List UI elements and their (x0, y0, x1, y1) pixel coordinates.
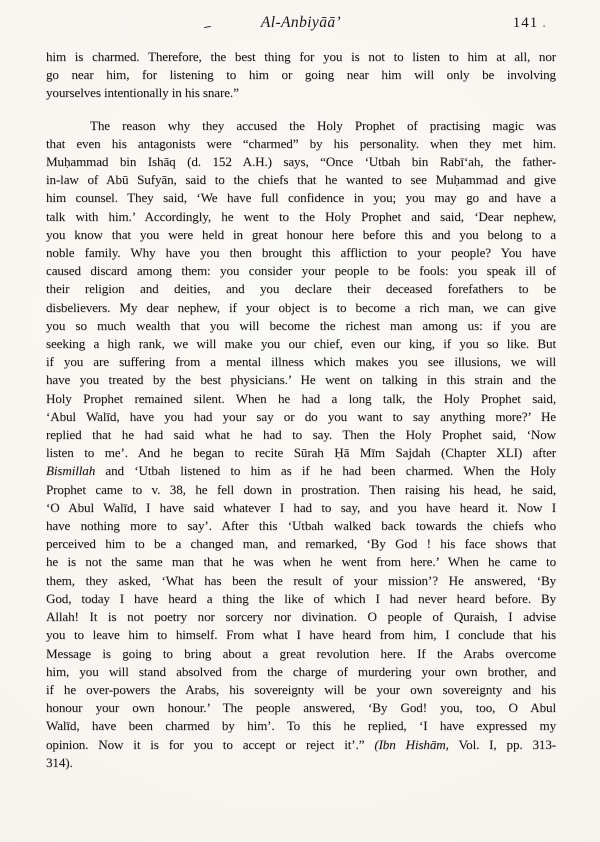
text-segment: yourselves intentionally in his snare.” (46, 85, 239, 101)
text-line (46, 171, 556, 189)
text-segment: Allah! It is not poetry nor sorcery nor divination. O people of Quraish, I advise (46, 609, 556, 625)
text-segment: you know that you were held in great honour here before this and you belong to a (46, 226, 556, 242)
text-line (46, 699, 556, 717)
text-block (46, 48, 556, 772)
chapter-title: Al-Anbiyāā’ (260, 14, 342, 31)
text-line (46, 736, 556, 754)
text-line (46, 681, 556, 699)
text-line (46, 426, 556, 444)
text-line (46, 717, 556, 735)
text-segment: The reason why they accused the Holy Prophet of practising magic was (90, 117, 556, 133)
paragraph (46, 48, 556, 103)
text-segment: honour your own honour.’ The people answered, ‘By God! you, too, O Abul (46, 700, 556, 716)
text-line (46, 135, 556, 153)
text-segment: their religion and deities, and you declare their deceased forefathers to be (46, 281, 556, 297)
text-line (46, 371, 556, 389)
text-segment: him counsel. They said, ‘We have full confidence in you; you may go and have a (46, 190, 556, 206)
text-segment: in-law of Abū Sufyān, said to the chiefs that he wanted to see Muḥammad and give (46, 172, 556, 188)
italic-text-segment: Bismillah (46, 463, 96, 479)
text-line (46, 280, 556, 298)
text-segment: you so much wealth that you will become the richest man among us: if you are (46, 317, 556, 333)
text-line (46, 262, 556, 280)
text-line (46, 84, 556, 102)
text-line (46, 535, 556, 553)
text-line (46, 226, 556, 244)
text-segment: noble family. Why have you then brought this affliction to your people? You have (46, 245, 556, 261)
text-segment: opinion. Now it is for you to accept or reject it’.” (46, 736, 375, 752)
text-segment: and ‘Utbah listened to him as if he had been charmed. When the Holy (95, 463, 556, 479)
text-segment: Message is going to bring about a great revolution here. If the Arabs overcome (46, 645, 556, 661)
text-segment: caused discard among them: you consider your people to be fools: you speak ill of (46, 263, 556, 279)
italic-text-segment: (Ibn Hishām, (374, 736, 449, 752)
text-line (46, 408, 556, 426)
text-line (46, 462, 556, 480)
text-line (46, 353, 556, 371)
scan-artifact-mark: – (202, 17, 212, 34)
text-line (46, 335, 556, 353)
text-line (46, 48, 556, 66)
text-line (46, 645, 556, 663)
text-line (46, 153, 556, 171)
text-line (46, 244, 556, 262)
text-segment: if you are suffering from a mental illness which makes you see illusions, we will (46, 354, 556, 370)
text-segment: have you treated by the best physicians.’ He went on talking in this strain and the (46, 372, 556, 388)
text-line (46, 481, 556, 499)
text-line (46, 553, 556, 571)
page-number-value: 141 (512, 15, 539, 31)
text-line (46, 572, 556, 590)
page-number (513, 15, 546, 32)
text-segment: Walīd, have been charmed by him’. To this he replied, ‘I have expressed my (46, 718, 556, 734)
text-segment: them, they asked, ‘What has been the result of your mission’? He answered, ‘By (46, 572, 556, 588)
page-header (46, 14, 556, 38)
text-segment: listen to me’. And he began to recite Sūrah Ḥā Mīm Sajdah (Chapter XLI) after (46, 445, 556, 461)
text-line (46, 444, 556, 462)
text-segment: him, you will stand absolved from the charge of murdering your own brother, and (46, 663, 556, 679)
text-segment: replied that he had said what he had to say. Then the Holy Prophet said, ‘Now (46, 427, 556, 443)
paragraph (46, 117, 556, 772)
text-segment: Holy Prophet remained silent. When he had a long talk, the Holy Prophet said, (46, 390, 556, 406)
text-segment: Vol. I, pp. 313- (448, 736, 556, 752)
text-segment: Muḥammad bin Ishāq (d. 152 A.H.) says, “Once ‘Utbah bin Rabī‘ah, the father- (46, 154, 556, 170)
text-line (46, 317, 556, 335)
text-segment: perceived him to be a changed man, and remarked, ‘By God ! his face shows that (46, 536, 556, 552)
text-segment: he is not the same man that he was when he went from here.’ When he came to (46, 554, 556, 570)
text-line (46, 189, 556, 207)
text-line (46, 754, 556, 772)
text-segment: have nothing more to say’. After this ‘Utbah walked back towards the chiefs who (46, 518, 556, 534)
text-segment: him is charmed. Therefore, the best thing for you is not to listen to him at all, nor (46, 49, 556, 64)
text-line (46, 590, 556, 608)
text-segment: disbelievers. My dear nephew, if your object is to become a rich man, we can give (46, 299, 556, 315)
text-line (46, 499, 556, 517)
text-segment: you to leave him to himself. From what I have heard from him, I conclude that his (46, 627, 556, 643)
text-segment: ‘Abul Walīd, have you had your say or do you want to say anything more?’ He (46, 408, 556, 424)
text-line (46, 608, 556, 626)
text-segment: Prophet came to v. 38, he fell down in prostration. Then raising his head, he said, (46, 481, 556, 497)
text-line (46, 299, 556, 317)
text-segment: 314). (46, 754, 73, 770)
text-line (46, 208, 556, 226)
text-segment: talk with him.’ Accordingly, he went to the Holy Prophet and said, ‘Dear nephew, (46, 208, 556, 224)
text-line (46, 626, 556, 644)
text-line (46, 390, 556, 408)
text-segment: that even his antagonists were “charmed” by his personality. when they met him. (46, 135, 556, 151)
text-line (46, 117, 556, 135)
text-line (46, 66, 556, 84)
text-segment: seeking a high rank, we will make you our chief, even our king, if you so like. But (46, 336, 556, 352)
text-segment: God, today I have heard a thing the like of which I had never heard before. By (46, 590, 556, 606)
text-line (46, 517, 556, 535)
text-line (46, 663, 556, 681)
text-segment: go near him, for listening to him or going near him will only be involving (46, 67, 556, 83)
text-segment: ‘O Abul Walīd, I have said whatever I had to say, and you have heard it. Now I (46, 499, 556, 515)
text-segment: if he over-powers the Arabs, his sovereignty will be your own sovereignty and his (46, 681, 556, 697)
page-number-dot: . (542, 15, 546, 31)
